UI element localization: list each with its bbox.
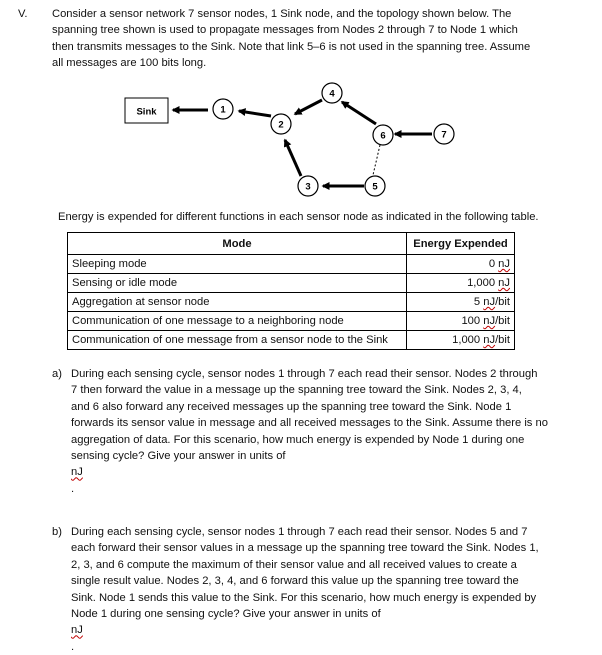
mode-cell: Aggregation at sensor node <box>68 293 407 312</box>
question-line: During each sensing cycle, sensor nodes 1 through 7 each read their sensor. Nodes 2 through <box>71 368 538 380</box>
sensor-network-diagram <box>0 82 602 207</box>
mode-cell: Communication of one message from a sensor node to the Sink <box>68 331 407 350</box>
question-line: each forward their sensor values in a message up the spanning tree toward the Sink. Nodes 1, <box>71 542 539 555</box>
node-2 <box>271 114 291 134</box>
mode-cell: Communication of one message to a neighboring node <box>68 312 407 331</box>
energy-intro: Energy is expended for different functions in each sensor node as indicated in the following table. <box>58 211 539 223</box>
question-line: 7 then forward the value in a message up the spanning tree toward the Sink. Nodes 2, 3, 4, <box>71 384 522 397</box>
node-5-label: 5 <box>372 181 378 193</box>
question-a-label: a) <box>52 368 62 380</box>
energy-cell: 1,000 nJ/bit <box>407 331 515 350</box>
table-row <box>68 255 515 274</box>
edge-6-to-4 <box>342 102 376 124</box>
unused-link-5-6 <box>373 145 380 175</box>
node-7 <box>434 124 454 144</box>
energy-cell: 100 nJ/bit <box>407 312 515 331</box>
edge-3-to-2 <box>285 140 301 176</box>
intro-line: then transmits messages to the Sink. Note that link 5–6 is not used in the spanning tree. Assume <box>52 40 531 53</box>
table-row <box>68 331 515 350</box>
question-line: forwards its sensor value in message and all received messages to the Sink. Assume there is no <box>71 417 548 430</box>
node-3 <box>298 176 318 196</box>
intro-line: spanning tree shown is used to propagate messages from Nodes 2 through 7 to Node 1 which <box>52 24 518 37</box>
mode-cell: Sleeping mode <box>68 255 407 274</box>
node-4-label: 4 <box>329 88 335 100</box>
question-line: sensing cycle? Give your answer in units of nJ . <box>71 450 286 495</box>
question-line: Node 1 during one sensing cycle? Give your answer in units of nJ . <box>71 608 381 653</box>
question-a-body <box>71 366 581 497</box>
section-numeral: V. <box>18 8 28 20</box>
table-header-row <box>68 233 515 255</box>
node-5 <box>365 176 385 196</box>
node-2-label: 2 <box>278 119 284 131</box>
intro-line: Consider a sensor network 7 sensor nodes, 1 Sink node, and the topology shown below. The <box>52 8 512 20</box>
node-6-label: 6 <box>380 130 386 142</box>
question-line: Sink. Node 1 sends this value to the Sink. For this scenario, how much energy is expended by <box>71 591 537 604</box>
question-line: aggregation of data. For this scenario, how much energy is expended by Node 1 during one <box>71 433 525 446</box>
energy-cell: 0 nJ <box>407 255 515 274</box>
node-7-label: 7 <box>441 129 447 141</box>
sink-label: Sink <box>136 106 157 118</box>
header-energy: Energy Expended <box>407 233 515 255</box>
question-line: During each sensing cycle, sensor nodes 1 through 7 each read their sensor. Nodes 5 and 7 <box>71 526 528 538</box>
intro-line: all messages are 100 bits long. <box>52 57 207 70</box>
energy-cell: 1,000 nJ <box>407 274 515 293</box>
energy-cell: 5 nJ/bit <box>407 293 515 312</box>
question-b-body <box>71 524 581 655</box>
question-b-label: b) <box>52 526 62 538</box>
table-row <box>68 274 515 293</box>
question-line: 2, 3, and 6 compute the maximum of their sensor value and all received values to create a <box>71 558 517 571</box>
table-row <box>68 312 515 331</box>
edge-2-to-1 <box>239 111 271 116</box>
problem-intro <box>52 6 572 72</box>
node-6 <box>373 125 393 145</box>
question-line: single result value. Nodes 2, 3, 4, and 6 forward this value up the spanning tree toward the <box>71 575 519 588</box>
question-line: and 6 also forward any received messages up the spanning tree toward the Sink. Node 1 <box>71 400 512 413</box>
node-1-label: 1 <box>220 104 226 116</box>
node-4 <box>322 83 342 103</box>
table-row <box>68 293 515 312</box>
mode-cell: Sensing or idle mode <box>68 274 407 293</box>
node-1 <box>213 99 233 119</box>
node-3-label: 3 <box>305 181 311 193</box>
energy-table <box>67 232 515 350</box>
header-mode: Mode <box>68 233 407 255</box>
edge-4-to-2 <box>295 100 322 114</box>
